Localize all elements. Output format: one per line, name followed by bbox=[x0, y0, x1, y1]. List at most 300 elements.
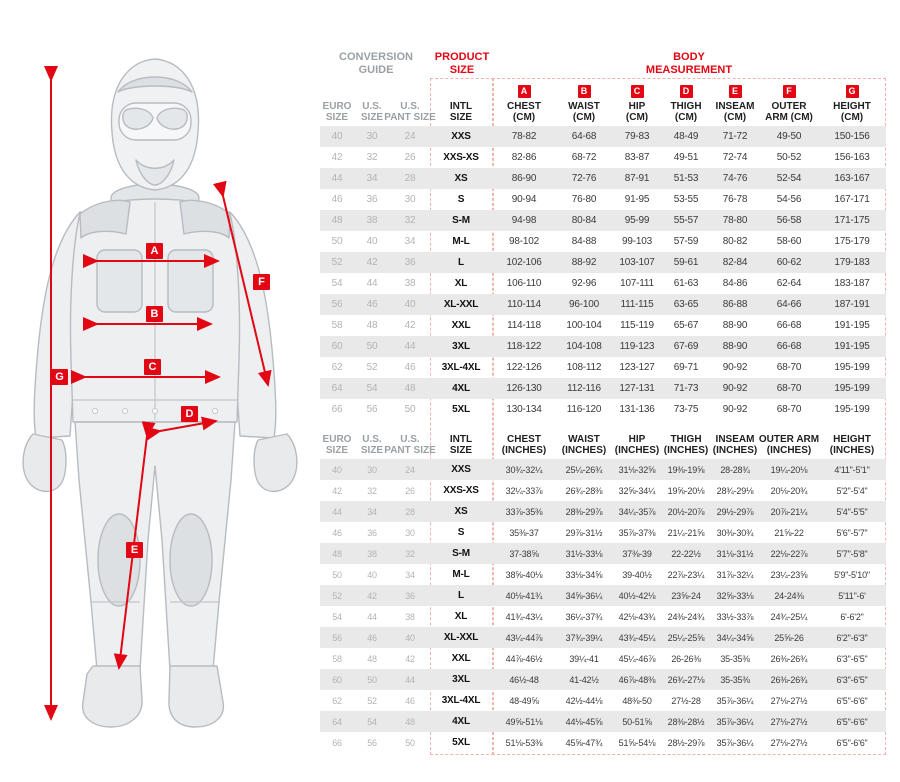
cell-inseam: 74-76 bbox=[722, 173, 748, 184]
cell-intl-size: S-M bbox=[452, 548, 470, 559]
cell-chest: 51⅛-53⅜ bbox=[505, 737, 543, 748]
table-row bbox=[320, 231, 886, 252]
cell-us-size: 34 bbox=[366, 173, 378, 184]
cell-euro-size: 42 bbox=[331, 152, 343, 163]
conversion-guide-title bbox=[320, 51, 432, 76]
cell-waist: 39¼-41 bbox=[569, 653, 599, 664]
cell-us-size: 30 bbox=[366, 131, 378, 142]
cell-thigh: 51-53 bbox=[673, 173, 699, 184]
cell-inseam: 31⅞-32¼ bbox=[716, 569, 754, 580]
cell-height: 187-191 bbox=[834, 299, 870, 310]
cell-waist: 44⅛-45⅝ bbox=[565, 716, 603, 727]
letter-badge-a: A bbox=[518, 85, 531, 98]
cell-inseam: 31⅛-31½ bbox=[716, 548, 754, 559]
cell-us-size: 48 bbox=[366, 320, 378, 331]
cell-hip: 35⅞-37⅜ bbox=[618, 527, 656, 538]
cell-inseam: 90-92 bbox=[722, 404, 748, 415]
cell-waist: 64-68 bbox=[571, 131, 597, 142]
cell-thigh: 26¾-27⅛ bbox=[667, 674, 705, 685]
column-header-text: HEIGHT bbox=[833, 433, 871, 445]
cell-outer-arm: 56-58 bbox=[776, 215, 802, 226]
cell-us-pant-size: 28 bbox=[404, 173, 416, 184]
cell-inseam: 35⅞-36¼ bbox=[716, 737, 754, 748]
cell-thigh: 27½-28 bbox=[671, 695, 701, 706]
column-header-text: HIP bbox=[628, 433, 646, 445]
column-header-text: (INCHES) bbox=[561, 444, 607, 456]
cell-waist: 72-76 bbox=[571, 173, 597, 184]
cell-hip: 45¼-46⅞ bbox=[618, 653, 656, 664]
cell-euro-size: 46 bbox=[331, 194, 343, 205]
cell-intl-size: 4XL bbox=[452, 716, 470, 727]
cell-chest: 78-82 bbox=[511, 131, 537, 142]
column-header-text: HIP bbox=[628, 100, 646, 112]
cell-chest: 114-118 bbox=[507, 320, 541, 331]
column-header-outer-arm bbox=[760, 85, 818, 123]
cell-us-pant-size: 30 bbox=[404, 194, 416, 205]
table-row bbox=[320, 357, 886, 378]
body-measurement-text: BODY MEASUREMENT bbox=[645, 51, 733, 76]
cell-euro-size: 50 bbox=[332, 569, 342, 580]
cell-thigh: 22⅞-23¼ bbox=[667, 569, 705, 580]
table-row bbox=[320, 189, 886, 210]
cell-us-size: 38 bbox=[366, 215, 378, 226]
cell-inseam: 32⅝-33⅛ bbox=[716, 590, 754, 601]
cell-us-pant-size: 34 bbox=[405, 569, 415, 580]
cell-inseam: 28¾-29⅛ bbox=[716, 485, 754, 496]
cell-inseam: 33½-33⅞ bbox=[716, 611, 754, 622]
table-row bbox=[320, 459, 886, 480]
cell-us-pant-size: 44 bbox=[405, 674, 415, 685]
measurement-label-f: F bbox=[253, 274, 270, 290]
cell-height: 6'3"-6'5" bbox=[836, 653, 868, 664]
cell-us-size: 36 bbox=[366, 194, 378, 205]
cell-inseam: 86-88 bbox=[722, 299, 748, 310]
cell-us-size: 52 bbox=[366, 362, 378, 373]
table-row bbox=[320, 711, 886, 732]
cell-euro-size: 60 bbox=[332, 674, 342, 685]
cell-thigh: 28½-29⅞ bbox=[667, 737, 705, 748]
cell-inseam: 71-72 bbox=[722, 131, 748, 142]
column-header-text: (CM) bbox=[723, 111, 747, 123]
table-row bbox=[320, 294, 886, 315]
cell-hip: 48⅜-50 bbox=[622, 695, 652, 706]
cell-waist: 34⅝-36¼ bbox=[565, 590, 603, 601]
cell-hip: 43¾-45¼ bbox=[618, 632, 656, 643]
cell-euro-size: 62 bbox=[332, 695, 342, 706]
cell-waist: 28⅜-29⅞ bbox=[565, 506, 603, 517]
cell-inseam: 88-90 bbox=[722, 341, 748, 352]
column-header-text: WAIST bbox=[568, 433, 600, 445]
column-header-text: U.S. bbox=[400, 100, 420, 112]
cell-chest: 44⅞-46½ bbox=[505, 653, 543, 664]
cell-waist: 92-96 bbox=[571, 278, 597, 289]
cell-outer-arm: 27⅛-27½ bbox=[770, 737, 808, 748]
cell-height: 175-179 bbox=[834, 236, 870, 247]
cell-us-size: 34 bbox=[367, 506, 377, 517]
column-header-text: (CM) bbox=[512, 111, 536, 123]
cell-chest: 30¾-32¼ bbox=[505, 464, 543, 475]
cell-inseam: 35⅞-36¼ bbox=[716, 716, 754, 727]
cm-table-header bbox=[320, 80, 886, 126]
cell-euro-size: 48 bbox=[332, 548, 342, 559]
column-header-text: HEIGHT bbox=[833, 100, 871, 112]
column-header-text: U.S. bbox=[400, 433, 420, 445]
cell-chest: 94-98 bbox=[511, 215, 537, 226]
column-header-thigh bbox=[662, 85, 710, 123]
cell-height: 167-171 bbox=[834, 194, 870, 205]
measurement-label-b: B bbox=[146, 306, 163, 322]
letter-badge-d: D bbox=[680, 85, 693, 98]
table-row bbox=[320, 690, 886, 711]
cell-intl-size: 5XL bbox=[452, 737, 470, 748]
cell-height: 4'11"-5'1" bbox=[834, 464, 870, 475]
body-measurement-title bbox=[492, 51, 886, 76]
cell-us-size: 44 bbox=[366, 278, 378, 289]
cell-euro-size: 64 bbox=[332, 716, 342, 727]
cell-outer-arm: 68-70 bbox=[776, 362, 802, 373]
cell-intl-size: M-L bbox=[452, 236, 470, 247]
cell-chest: 37-38⅝ bbox=[509, 548, 539, 559]
cell-inseam: 72-74 bbox=[722, 152, 748, 163]
cell-intl-size: XXS bbox=[451, 131, 471, 142]
cell-outer-arm: 68-70 bbox=[776, 383, 802, 394]
cell-intl-size: XXL bbox=[451, 320, 471, 331]
cell-inseam: 84-86 bbox=[722, 278, 748, 289]
column-header-hip bbox=[612, 85, 662, 123]
cell-inseam: 78-80 bbox=[722, 215, 748, 226]
column-header-text: (CM) bbox=[625, 111, 649, 123]
measurement-label-a: A bbox=[146, 243, 163, 259]
cell-us-size: 30 bbox=[367, 464, 377, 475]
table-row bbox=[320, 168, 886, 189]
cell-outer-arm: 22⅛-22⅞ bbox=[770, 548, 808, 559]
cell-height: 163-167 bbox=[834, 173, 870, 184]
column-header-text: (INCHES) bbox=[614, 444, 660, 456]
cell-outer-arm: 21⅝-22 bbox=[774, 527, 804, 538]
cell-thigh: 59-61 bbox=[673, 257, 699, 268]
cell-inseam: 82-84 bbox=[722, 257, 748, 268]
table-row bbox=[320, 273, 886, 294]
cell-outer-arm: 23¼-23⅝ bbox=[770, 569, 808, 580]
cell-hip: 79-83 bbox=[624, 131, 650, 142]
cell-height: 183-187 bbox=[834, 278, 870, 289]
table-row bbox=[320, 399, 886, 420]
cell-us-pant-size: 36 bbox=[405, 590, 415, 601]
cell-euro-size: 60 bbox=[331, 341, 343, 352]
cell-outer-arm: 49-50 bbox=[776, 131, 802, 142]
cell-thigh: 19⅜-19⅝ bbox=[667, 464, 705, 475]
cell-us-size: 56 bbox=[367, 737, 377, 748]
cell-inseam: 90-92 bbox=[722, 362, 748, 373]
cell-intl-size: XXS-XS bbox=[443, 485, 479, 496]
cell-euro-size: 52 bbox=[331, 257, 343, 268]
cell-intl-size: 3XL bbox=[452, 674, 470, 685]
table-row bbox=[320, 210, 886, 231]
table-row bbox=[320, 627, 886, 648]
cell-us-size: 32 bbox=[366, 152, 378, 163]
cell-thigh: 23⅝-24 bbox=[671, 590, 701, 601]
cell-us-pant-size: 46 bbox=[405, 695, 415, 706]
cell-hip: 131-136 bbox=[619, 404, 655, 415]
cell-chest: 43¼-44⅞ bbox=[505, 632, 543, 643]
cell-us-size: 46 bbox=[366, 299, 378, 310]
cell-chest: 40⅛-41¾ bbox=[505, 590, 543, 601]
cell-thigh: 24⅜-24¾ bbox=[667, 611, 705, 622]
cell-us-pant-size: 26 bbox=[405, 485, 415, 496]
cell-hip: 83-87 bbox=[624, 152, 650, 163]
cell-us-size: 40 bbox=[367, 569, 377, 580]
cell-us-pant-size: 32 bbox=[404, 215, 416, 226]
cell-intl-size: XS bbox=[454, 506, 468, 517]
cell-hip: 39-40½ bbox=[622, 569, 652, 580]
cell-thigh: 65-67 bbox=[673, 320, 699, 331]
table-row bbox=[320, 126, 886, 147]
cell-chest: 32¼-33⅞ bbox=[505, 485, 543, 496]
column-header-thigh bbox=[662, 434, 710, 456]
cell-hip: 103-107 bbox=[619, 257, 655, 268]
table-row bbox=[320, 606, 886, 627]
cell-outer-arm: 66-68 bbox=[776, 341, 802, 352]
cell-euro-size: 42 bbox=[332, 485, 342, 496]
table-row bbox=[320, 522, 886, 543]
table-row bbox=[320, 147, 886, 168]
cell-hip: 127-131 bbox=[619, 383, 655, 394]
cell-us-size: 36 bbox=[367, 527, 377, 538]
cell-us-size: 50 bbox=[366, 341, 378, 352]
cell-euro-size: 54 bbox=[332, 611, 342, 622]
cell-waist: 80-84 bbox=[571, 215, 597, 226]
cell-euro-size: 56 bbox=[331, 299, 343, 310]
cell-thigh: 48-49 bbox=[673, 131, 699, 142]
cell-outer-arm: 24-24⅜ bbox=[774, 590, 804, 601]
cell-outer-arm: 54-56 bbox=[776, 194, 802, 205]
cell-waist: 84-88 bbox=[571, 236, 597, 247]
cell-inseam: 35⅞-36¼ bbox=[716, 695, 754, 706]
column-header-outer-arm bbox=[760, 434, 818, 456]
cell-outer-arm: 24¾-25¼ bbox=[770, 611, 808, 622]
cell-height: 6'-6'2" bbox=[840, 611, 864, 622]
cell-chest: 48-49⅝ bbox=[509, 695, 539, 706]
column-header-text: CHEST bbox=[507, 433, 541, 445]
column-header-text: THIGH bbox=[670, 100, 702, 112]
cell-outer-arm: 68-70 bbox=[776, 404, 802, 415]
cell-chest: 86-90 bbox=[511, 173, 537, 184]
cell-hip: 37⅜-39 bbox=[622, 548, 652, 559]
cell-thigh: 26-26⅜ bbox=[671, 653, 701, 664]
cell-inseam: 88-90 bbox=[722, 320, 748, 331]
column-header-text: (INCHES) bbox=[766, 444, 812, 456]
column-header-text: INSEAM bbox=[715, 433, 755, 445]
column-header-text: SIZE bbox=[325, 111, 349, 123]
cell-hip: 87-91 bbox=[624, 173, 650, 184]
cell-waist: 116-120 bbox=[566, 404, 602, 415]
cell-outer-arm: 20⅞-21¼ bbox=[770, 506, 808, 517]
cell-thigh: 19⅝-20⅛ bbox=[667, 485, 705, 496]
cell-euro-size: 56 bbox=[332, 632, 342, 643]
column-header-height bbox=[818, 434, 886, 456]
table-row bbox=[320, 378, 886, 399]
cell-waist: 42½-44⅛ bbox=[565, 695, 603, 706]
cell-chest: 130-134 bbox=[506, 404, 542, 415]
cell-waist: 31½-33⅛ bbox=[565, 548, 603, 559]
cell-euro-size: 44 bbox=[331, 173, 343, 184]
cell-chest: 126-130 bbox=[506, 383, 542, 394]
cell-outer-arm: 52-54 bbox=[776, 173, 802, 184]
cell-chest: 110-114 bbox=[507, 299, 541, 310]
cell-intl-size: S bbox=[457, 527, 465, 538]
cell-us-pant-size: 40 bbox=[405, 632, 415, 643]
measurement-label-d: D bbox=[181, 406, 198, 422]
cell-inseam: 90-92 bbox=[722, 383, 748, 394]
cell-height: 5'6"-5'7" bbox=[836, 527, 868, 538]
cell-thigh: 49-51 bbox=[673, 152, 699, 163]
cell-chest: 98-102 bbox=[509, 236, 539, 247]
cell-waist: 36¼-37¾ bbox=[565, 611, 603, 622]
cell-us-size: 52 bbox=[367, 695, 377, 706]
column-header-text: INTL bbox=[449, 100, 473, 112]
letter-badge-g: G bbox=[846, 85, 859, 98]
column-header-inseam bbox=[710, 434, 760, 456]
cell-euro-size: 58 bbox=[332, 653, 342, 664]
cell-chest: 90-94 bbox=[511, 194, 537, 205]
cell-height: 5'4"-5'5" bbox=[836, 506, 868, 517]
cell-chest: 46½-48 bbox=[509, 674, 539, 685]
cell-us-pant-size: 32 bbox=[405, 548, 415, 559]
cell-height: 195-199 bbox=[834, 404, 870, 415]
cell-euro-size: 62 bbox=[331, 362, 343, 373]
cell-outer-arm: 60-62 bbox=[776, 257, 802, 268]
cell-us-size: 42 bbox=[366, 257, 378, 268]
letter-badge-c: C bbox=[631, 85, 644, 98]
cell-outer-arm: 58-60 bbox=[776, 236, 802, 247]
cell-height: 195-199 bbox=[834, 383, 870, 394]
cell-us-pant-size: 40 bbox=[404, 299, 416, 310]
cell-outer-arm: 27⅛-27½ bbox=[770, 716, 808, 727]
cell-intl-size: XXS-XS bbox=[443, 152, 479, 163]
cell-us-pant-size: 42 bbox=[405, 653, 415, 664]
column-header-text: WAIST bbox=[568, 100, 600, 112]
cell-thigh: 71-73 bbox=[673, 383, 699, 394]
cell-inseam: 30⅜-30¾ bbox=[716, 527, 754, 538]
cell-thigh: 20½-20⅞ bbox=[667, 506, 705, 517]
cell-waist: 45⅝-47¾ bbox=[565, 737, 603, 748]
cell-height: 5'9"-5'10" bbox=[834, 569, 870, 580]
column-header-text: INTL bbox=[449, 433, 473, 445]
cell-chest: 41¾-43¼ bbox=[505, 611, 543, 622]
cell-hip: 46⅞-48⅜ bbox=[618, 674, 656, 685]
column-header-text: EURO bbox=[322, 433, 352, 445]
table-row bbox=[320, 480, 886, 501]
cell-us-pant-size: 26 bbox=[404, 152, 416, 163]
cell-waist: 25¼-26¾ bbox=[565, 464, 603, 475]
cell-hip: 115-119 bbox=[620, 320, 654, 331]
cell-chest: 118-122 bbox=[506, 341, 542, 352]
letter-badge-e: E bbox=[729, 85, 742, 98]
column-header-waist bbox=[556, 85, 612, 123]
cell-us-pant-size: 48 bbox=[405, 716, 415, 727]
cell-euro-size: 66 bbox=[332, 737, 342, 748]
cell-us-pant-size: 38 bbox=[404, 278, 416, 289]
column-header-text: SIZE bbox=[360, 444, 384, 456]
table-row bbox=[320, 543, 886, 564]
cell-us-size: 56 bbox=[366, 404, 378, 415]
cell-waist: 112-116 bbox=[567, 383, 601, 394]
cell-inseam: 80-82 bbox=[722, 236, 748, 247]
cell-inseam: 28-28¾ bbox=[720, 464, 750, 475]
cell-chest: 106-110 bbox=[506, 278, 542, 289]
inches-table-body bbox=[320, 459, 886, 753]
cell-waist: 108-112 bbox=[566, 362, 602, 373]
cell-outer-arm: 26⅜-26¾ bbox=[770, 653, 808, 664]
cell-euro-size: 50 bbox=[331, 236, 343, 247]
cell-us-pant-size: 34 bbox=[404, 236, 416, 247]
letter-badge-f: F bbox=[783, 85, 796, 98]
table-row bbox=[320, 648, 886, 669]
cell-us-pant-size: 24 bbox=[405, 464, 415, 475]
cell-hip: 111-115 bbox=[620, 299, 654, 310]
cell-inseam: 35-35⅜ bbox=[720, 674, 750, 685]
rider-figure-illustration bbox=[0, 0, 320, 782]
cell-height: 6'5"-6'6" bbox=[836, 695, 868, 706]
table-row bbox=[320, 501, 886, 522]
cell-intl-size: L bbox=[458, 257, 464, 268]
cell-us-pant-size: 38 bbox=[405, 611, 415, 622]
cell-euro-size: 66 bbox=[331, 404, 343, 415]
cell-thigh: 63-65 bbox=[673, 299, 699, 310]
cell-waist: 100-104 bbox=[566, 320, 602, 331]
cell-height: 150-156 bbox=[834, 131, 870, 142]
cell-inseam: 29½-29⅞ bbox=[716, 506, 754, 517]
cell-waist: 41-42½ bbox=[569, 674, 599, 685]
cell-height: 191-195 bbox=[834, 320, 870, 331]
column-header-text: U.S. bbox=[362, 433, 382, 445]
cell-us-pant-size: 42 bbox=[404, 320, 416, 331]
cell-outer-arm: 64-66 bbox=[776, 299, 802, 310]
cell-chest: 122-126 bbox=[506, 362, 542, 373]
cell-intl-size: XXS bbox=[451, 464, 471, 475]
column-header-text: ARM (CM) bbox=[765, 111, 813, 123]
cell-outer-arm: 20⅛-20¾ bbox=[770, 485, 808, 496]
cell-height: 156-163 bbox=[834, 152, 870, 163]
cell-thigh: 73-75 bbox=[673, 404, 699, 415]
cell-us-pant-size: 50 bbox=[404, 404, 416, 415]
cell-height: 5'11"-6' bbox=[838, 590, 866, 601]
cell-waist: 96-100 bbox=[569, 299, 599, 310]
cell-height: 179-183 bbox=[834, 257, 870, 268]
cell-thigh: 22-22½ bbox=[671, 548, 701, 559]
column-header-text: SIZE bbox=[449, 444, 473, 456]
cell-waist: 68-72 bbox=[571, 152, 597, 163]
column-header-text: CHEST bbox=[507, 100, 541, 112]
cell-outer-arm: 19¼-20⅛ bbox=[770, 464, 808, 475]
letter-badge-b: B bbox=[578, 85, 591, 98]
column-header-euro-size bbox=[320, 101, 354, 123]
cell-chest: 38⅝-40⅛ bbox=[505, 569, 543, 580]
cell-height: 6'5"-6'6" bbox=[836, 716, 868, 727]
cell-waist: 33⅛-34⅝ bbox=[565, 569, 603, 580]
measurement-label-e: E bbox=[126, 542, 143, 558]
column-header-text: OUTER bbox=[771, 100, 807, 112]
cell-us-pant-size: 30 bbox=[405, 527, 415, 538]
cell-hip: 42⅛-43¾ bbox=[618, 611, 656, 622]
cell-hip: 95-99 bbox=[624, 215, 650, 226]
cell-euro-size: 40 bbox=[331, 131, 343, 142]
inches-table-header bbox=[320, 421, 886, 459]
column-header-text: PANT SIZE bbox=[384, 111, 436, 123]
cell-height: 171-175 bbox=[834, 215, 870, 226]
cell-thigh: 57-59 bbox=[673, 236, 699, 247]
cell-thigh: 21¼-21⅝ bbox=[667, 527, 705, 538]
